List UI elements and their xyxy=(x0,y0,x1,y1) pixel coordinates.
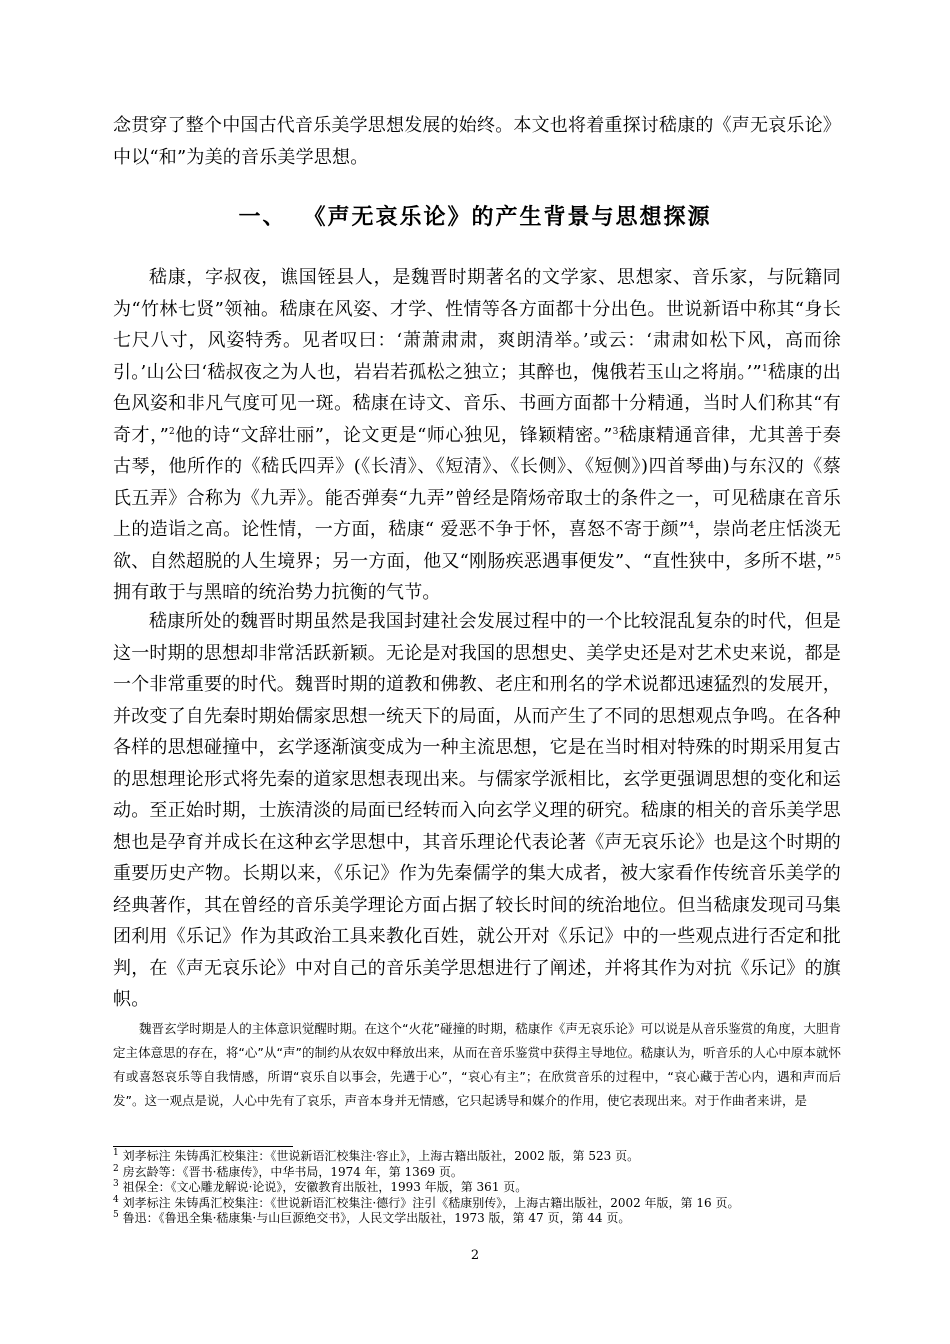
paragraph-biography xyxy=(113,262,841,609)
footnote-item xyxy=(113,1165,853,1181)
footnote-text: 祖保全：《文心雕龙解说·论说》，安徽教育出版社，1993 年版，第 361 页。 xyxy=(122,1180,528,1194)
text-run: 嵇康，字叔夜，谯国铚县人，是魏晋时期著名的文学家、思想家、音乐家，与阮籍同为“竹林七贤”领袖。嵇康在风姿、才学、性情等各方面都十分出色。世说新语中称其“身长七尺八寸，风姿特秀。见者叹曰：‘萧萧肃肃，爽朗清举。’或云：‘肃肃如松下风，高而徐引。’山公曰‘嵇叔夜之为人也，岩岩若孤松之独立；其醉也，傀俄若玉山之将崩。’” xyxy=(113,267,841,383)
footnote-ref[interactable]: 4 xyxy=(688,521,695,531)
footnote-number: 2 xyxy=(113,1163,119,1174)
footnote-ref[interactable]: 5 xyxy=(835,552,841,563)
text-run: 嵇康的出色风姿和非凡气度可见一斑。嵇康在诗文、音乐、书画方面都十分精通，当时人们称其“有奇才，” xyxy=(113,361,841,446)
intro-paragraph: 念贯穿了整个中国古代音乐美学思想发展的始终。本文也将着重探讨嵇康的《声无哀乐论》中以“和”为美的音乐美学思想。 xyxy=(113,115,841,168)
section-number: 一、 xyxy=(238,204,287,230)
footnote-text: 房玄龄等：《晋书·嵇康传》，中华书局，1974 年，第 1369 页。 xyxy=(122,1164,463,1179)
footnotes xyxy=(113,1149,853,1227)
footnote-text: 鲁迅：《鲁迅全集·嵇康集·与山巨源绝交书》，人民文学出版社，1973 版，第 47 页，第 44 页。 xyxy=(122,1211,631,1225)
footnote-ref[interactable]: 1 xyxy=(761,363,768,374)
footnote-text: 刘孝标注 朱铸禹汇校集注：《世说新语汇校集注·容止》，上海古籍出版社，2002 版，第 523 页。 xyxy=(122,1149,640,1163)
footnote-text: 刘孝标注 朱铸禹汇校集注：《世说新语汇校集注·德行》注引《嵇康别传》，上海古籍出版社，2002 年版，第 16 页。 xyxy=(122,1195,740,1210)
footnote-separator xyxy=(113,1146,293,1147)
text-run: 他的诗“文辞壮丽”，论文更是“师心独见，锋颖精密。” xyxy=(174,424,613,446)
footnote-item xyxy=(113,1211,853,1227)
footnote-number: 1 xyxy=(113,1148,119,1158)
paragraph-small-print: 魏晋玄学时期是人的主体意识觉醒时期。在这个“火花”碰撞的时期，嵇康作《声无哀乐论》可以说是从音乐鉴赏的角度，大胆肯定主体意思的存在，将“心”从“声”的制约从农奴中释放出来，从而在音乐鉴赏中获得主导地位。嵇康认为，听音乐的人心中原本就怀有或喜怒哀乐等自我情感，所谓“哀乐自以事会，先遘于心”，“哀心有主”；在欣赏音乐的过程中，“哀心藏于苦心内，遇和声而后发”。这一观点是说，人心中先有了哀乐，声音本身并无情感，它只起诱导和媒介的作用，使它表现出来。对于作曲者来讲，是 xyxy=(113,1021,841,1108)
footnote-ref[interactable]: 2 xyxy=(169,426,175,437)
text-run: ，崇尚老庄恬淡无欲、自然超脱的人生境界；另一方面，他又“刚肠疾恶遇事便发”、“直性狭中，多所不堪，” xyxy=(113,519,841,572)
text-run: 嵇康精通音律，尤其善于奏古琴，他所作的《嵇氏四弄》(《长清》、《短清》、《长侧》、《短侧》)四首琴曲)与东汉的《蔡氏五弄》合称为《九弄》。能否弹奏“九弄”曾经是隋炀帝取士的条件之一，可见嵇康在音乐上的造诣之高。论性情，一方面，嵇康“ 爱恶不争于怀，喜怒不寄于颜” xyxy=(113,424,841,540)
footnote-number: 4 xyxy=(113,1194,119,1205)
text-run: 拥有敢于与黑暗的统治势力抗衡的气节。 xyxy=(113,582,441,603)
footnote-item xyxy=(113,1149,853,1165)
section-heading xyxy=(0,200,950,231)
footnote-number: 3 xyxy=(113,1179,119,1189)
footnote-ref[interactable]: 3 xyxy=(612,426,619,437)
footnote-number: 5 xyxy=(113,1210,119,1220)
footnote-item xyxy=(113,1196,853,1212)
paragraph-background: 嵇康所处的魏晋时期虽然是我国封建社会发展过程中的一个比较混乱复杂的时代，但是这一时期的思想却非常活跃新颖。无论是对我国的思想史、美学史还是对艺术史来说，都是一个非常重要的时代。魏晋时期的道教和佛教、老庄和刑名的学术说都迅速猛烈的发展开，并改变了自先秦时期始儒家思想一统天下的局面，从而产生了不同的思想观点争鸣。在各种各样的思想碰撞中，玄学逐渐演变成为一种主流思想，它是在当时相对特殊的时期采用复古的思想理论形式将先秦的道家思想表现出来。与儒家学派相比，玄学更强调思想的变化和运动。至正始时期，士族清淡的局面已经转而入向玄学义理的研究。嵇康的相关的音乐美学思想也是孕育并成长在这种玄学思想中，其音乐理论代表论著《声无哀乐论》也是这个时期的重要历史产物。长期以来，《乐记》作为先秦儒学的集大成者，被大家看作传统音乐美学的经典著作，其在曾经的音乐美学理论方面占据了较长时间的统治地位。但当嵇康发现司马集团利用《乐记》作为其政治工具来教化百姓，就公开对《乐记》中的一些观点进行否定和批判，在《声无哀乐论》中对自己的音乐美学思想进行了阐述，并将其作为对抗《乐记》的旗帜。 xyxy=(113,611,841,1010)
page-number: 2 xyxy=(470,1248,480,1263)
footnote-item xyxy=(113,1180,853,1196)
section-title: 《声无哀乐论》的产生背景与思想探源 xyxy=(314,204,712,230)
